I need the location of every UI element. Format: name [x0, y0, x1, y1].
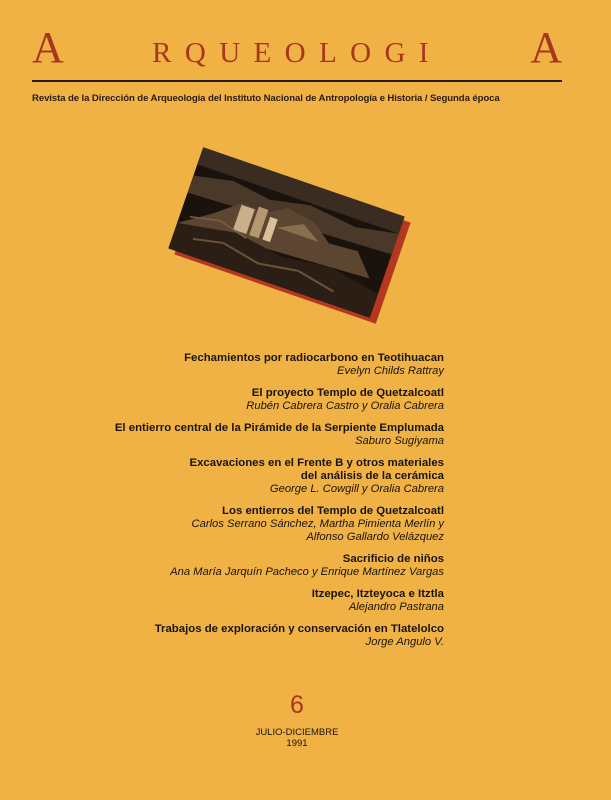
article-author: Evelyn Childs Rattray — [337, 365, 444, 377]
article-author: Rubén Cabrera Castro y Oralia Cabrera — [246, 400, 444, 412]
article-title: Fechamientos por radiocarbono en Teotihuacan — [184, 352, 444, 364]
issue-year: 1991 — [286, 738, 308, 749]
title-last-letter: A — [530, 23, 562, 72]
title-middle-letters: RQUEOLOGI — [152, 37, 442, 69]
article-author: Saburo Sugiyama — [355, 435, 444, 447]
issue-number: 6 — [290, 691, 304, 719]
contents-entry — [110, 457, 444, 496]
table-of-contents — [110, 352, 444, 658]
contents-entry — [110, 553, 444, 579]
journal-title — [32, 23, 562, 72]
title-first-letter: A — [32, 23, 64, 72]
article-author: Alejandro Pastrana — [348, 601, 444, 613]
contents-entry — [110, 387, 444, 413]
article-title: El proyecto Templo de Quetzalcoatl — [251, 387, 444, 399]
contents-entry — [110, 352, 444, 378]
article-title: Excavaciones en el Frente B y otros materiales del análisis de la cerámica — [189, 457, 444, 482]
journal-subtitle: Revista de la Dirección de Arqueología del Instituto Nacional de Antropología e Historia / Segunda época — [32, 93, 500, 104]
issue-date — [242, 727, 352, 749]
article-title: Sacrificio de niños — [342, 553, 444, 565]
article-title: Los entierros del Templo de Quetzalcoatl — [222, 505, 444, 517]
article-author: Jorge Angulo V. — [365, 636, 444, 648]
article-title: El entierro central de la Pirámide de la Serpiente Emplumada — [114, 422, 444, 434]
contents-entry — [110, 422, 444, 448]
issue-period: JULIO-DICIEMBRE — [255, 727, 339, 738]
article-author: Carlos Serrano Sánchez, Martha Pimienta Merlín y Alfonso Gallardo Velázquez — [191, 518, 444, 543]
masthead-rule — [32, 80, 562, 82]
contents-entry — [110, 588, 444, 614]
contents-entry — [110, 505, 444, 544]
article-author: Ana María Jarquín Pacheco y Enrique Martínez Vargas — [170, 566, 444, 578]
article-author: George L. Cowgill y Oralia Cabrera — [269, 483, 444, 495]
article-title: Itzepec, Itzteyoca e Itztla — [311, 588, 444, 600]
contents-entry — [110, 623, 444, 649]
article-title: Trabajos de exploración y conservación en Tlatelolco — [154, 623, 444, 635]
